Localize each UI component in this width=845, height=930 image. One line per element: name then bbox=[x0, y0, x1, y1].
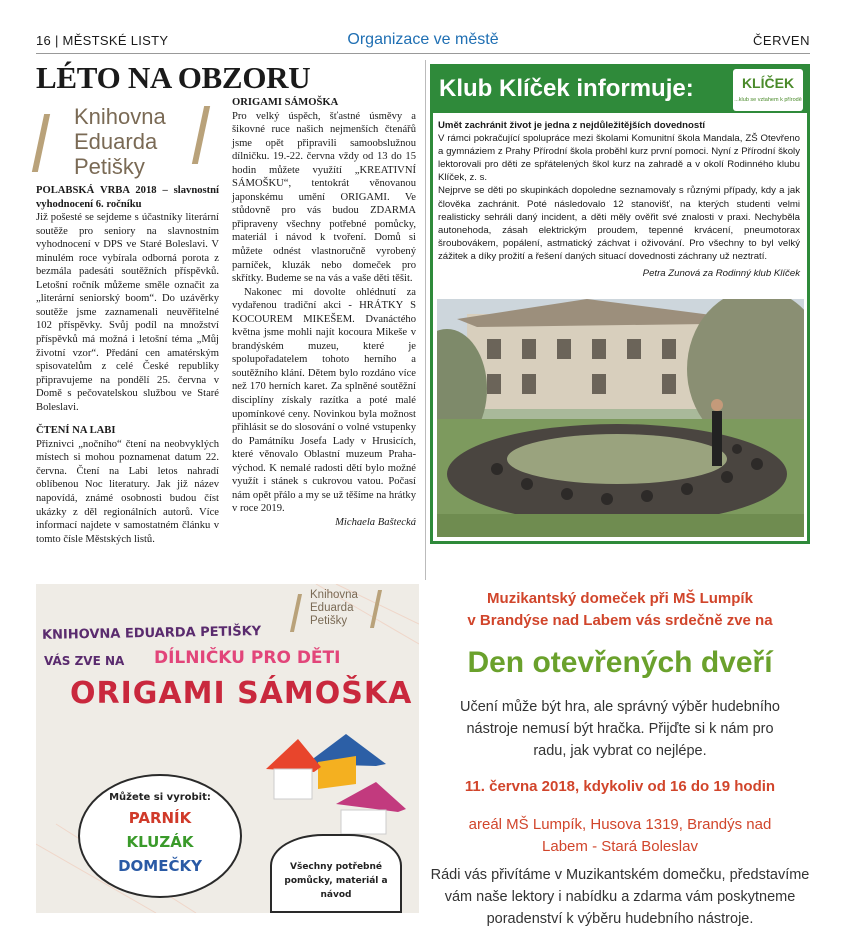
poster-line-1: KNIHOVNA EDUARDA PETIŠKY bbox=[41, 624, 262, 643]
invite-line-2: v Brandýse nad Labem vás srdečně zve na bbox=[467, 612, 773, 629]
page-header bbox=[36, 30, 810, 52]
logo-subtext: ...klub se vztahem k přírodě bbox=[734, 97, 802, 103]
logo-line: Petišky bbox=[310, 615, 348, 627]
logo-line: Petišky bbox=[74, 154, 145, 179]
poster-library-logo bbox=[294, 586, 414, 634]
subheading: POLABSKÁ VRBA 2018 – slavnostní vyhodnocení 6. ročníku bbox=[36, 185, 219, 210]
subheading: ČTENÍ NA LABI bbox=[36, 425, 116, 437]
poster-line-2: VÁS ZVE NA bbox=[44, 654, 125, 668]
klicek-logo bbox=[733, 69, 803, 111]
make-item: KLUZÁK bbox=[126, 833, 194, 851]
paragraph: V rámci pokračující spolupráce mezi školami Komunitní škola Mandala, ZŠ Otevřeno a gymnáziem z Prahy Přírodní škola proběhl kurz první pomoci. Nyní z Přírodní školy lektorovali pro děti ze spřátelených škol kurz na zahradě a v okolí Rodinného klubu Klíček, z. s. bbox=[438, 133, 800, 184]
subheading: ORIGAMI SÁMOŠKA bbox=[232, 97, 339, 108]
article-title: LÉTO NA OBZORU bbox=[36, 60, 311, 95]
make-heading: Můžete si vyrobit: bbox=[109, 792, 211, 803]
klub-title: Klub Klíček informuje: bbox=[439, 75, 694, 102]
logo-line: Knihovna bbox=[74, 104, 166, 129]
paragraph: Pro velký úspěch, šťastné úsměvy a šikovné ruce našich nejmenších čtenářů jsme opět připravili samoobslužnou dílničku. 19.-22. června vždy od 13 do 15 hodin můžete využítí „KREATIVNÍ SÁMOŠKU“, tentokrát věnovanou japonskému umění ORIGAMI. Ve stůdovně pro vás budou ZDARMA připraveny všechny potřebné pomůcky, materiál i návod k tvoření. Domů si můžete odnést vlastnoručně vyrobený parníček, kluzák nebo domeček pro skřítky. Budeme se na vás a vaše děti těšit. bbox=[232, 110, 416, 285]
library-logo bbox=[38, 100, 218, 179]
article-column-2 bbox=[232, 96, 416, 530]
paragraph: Nejprve se děti po skupinkách dopoledne seznamovaly s různými případy, kdy a jak člověka zachránit. Poté následovalo 12 stanovišť, na kterých studenti velmi realisticky sehráli daný incident, a děti měly ověřit své znalosti v praxi. Nechyběla autonehoda, zásah elektrickým proudem, tepenné krvácení, pneumotorax šroubovákem, popálení, astmatický záchvat i oživování. Pro všechny to byl velký zážitek a díky prožití a řešení daných situací dovednosti záchrany už neztratí. bbox=[438, 185, 800, 262]
invite-closing: Rádi vás přivítáme v Muzikantském domečku, představíme vám naše lektory i nabídku a zdarma vám poskytneme poradenství k výběru hudebního nástroje. bbox=[430, 867, 810, 927]
klub-text bbox=[438, 119, 800, 280]
article-signature: Michaela Baštecká bbox=[335, 516, 416, 528]
invite-headline: Den otevřených dveří bbox=[467, 646, 773, 679]
invite-date: 11. června 2018, kdykoliv od 16 do 19 hodin bbox=[464, 778, 776, 795]
invite-intro bbox=[430, 588, 810, 632]
paragraph: Již pošesté se sejdeme s účastníky literární soutěže pro seniory na slavnostním vyhodnocení v DPS ve Staré Boleslavi. V minulém roce vybírala odborná porota z bezmála padesáti soutěžních příspěvků. Letošní ročník můžeme směle označit za „literární seniorský boom“. Do uzávěrky soutěže jsme zaznamenali neuvěřitelné 102 příspěvky. Svůj podíl na množství příspěvků má možná i letošní téma „Můj životní vzor“. Předání cen amatérským spisovatelům z celé České republiky připravujeme na pondělí 25. června v Domě s pečovatelskou službou ve Staré Boleslavi. bbox=[36, 212, 219, 413]
paragraph: Přiznivci „nočního“ čtení na neobvyklých místech si mohou poznamenat datum 22. června. Čtení na Labi letos nahradí oblíbenou Noc literatury. Jak již název napovídá, známé osobnosti budou číst ukázky z děl regionálních autorů. Více informací najdete v samostatném článku v tomto čísle Městských listů. bbox=[36, 438, 219, 545]
invite-description: Učení může být hra, ale správný výběr hudebního nástroje nemusí být hračka. Přijďte si k nám pro radu, jak vybrat co nejlépe. bbox=[460, 699, 780, 759]
invite-place: areál MŠ Lumpík, Husova 1319, Brandýs nad Labem - Stará Boleslav bbox=[468, 816, 772, 855]
poster-line-3: DÍLNIČKU PRO DĚTI bbox=[154, 648, 341, 668]
header-divider bbox=[36, 53, 810, 54]
klub-box bbox=[430, 64, 810, 544]
first-aid-course-photo bbox=[437, 299, 804, 537]
issue-month: ČERVEN bbox=[753, 33, 810, 48]
page-number: 16 | MĚSTSKÉ LISTY bbox=[36, 33, 169, 48]
poster-make-badge bbox=[78, 774, 242, 898]
logo-text: KLÍČEK bbox=[741, 75, 795, 91]
poster-note: Všechny potřebné pomůcky, materiál a návod bbox=[270, 834, 402, 913]
logo-line: Knihovna bbox=[310, 589, 358, 601]
section-title: Organizace ve městě bbox=[347, 31, 499, 48]
make-item: DOMEČKY bbox=[118, 857, 202, 875]
klub-title-bar bbox=[433, 67, 807, 113]
paragraph: Nakonec mi dovolte ohlédnutí za vydařenou tradiční akci - HRÁTKY S KOCOUREM MIKEŠEM. Dvanáctého května jsme mohli najít kocoura Mikeše v brandýském muzeu, které je spolupořadatelem tohoto herního a soutěžního klání. Dětem bylo rozdáno více než 170 herních karet. Za splněné soutěžní disciplíny získaly razítka a poté malé upomínkové ceny. Novinkou byla možnost přihlásit se do slosování o volné vstupenky do Památníku Josefa Lady v Hrusicích, které věnovalo Oblastní muzeum Praha-východ. K nemalé radosti dětí bylo možné využít i stánek s cukrovou vatou. Počasí nám opět přálo a my se už těšíme na hrátky v roce 2019. bbox=[232, 286, 416, 515]
origami-poster bbox=[36, 584, 419, 913]
column-divider bbox=[425, 60, 426, 580]
logo-line: Eduarda bbox=[74, 129, 158, 154]
article-column-1 bbox=[36, 184, 219, 546]
make-item: PARNÍK bbox=[128, 809, 192, 827]
invite-line-1: Muzikantský domeček při MŠ Lumpík bbox=[487, 590, 753, 607]
poster-line-4: ORIGAMI SÁMOŠKA bbox=[70, 676, 413, 711]
klub-heading: Umět zachránit život je jedna z nejdůležitějších dovedností bbox=[438, 120, 706, 131]
klub-signature: Petra Zunová za Rodinný klub Klíček bbox=[642, 268, 800, 280]
logo-line: Eduarda bbox=[310, 602, 354, 614]
